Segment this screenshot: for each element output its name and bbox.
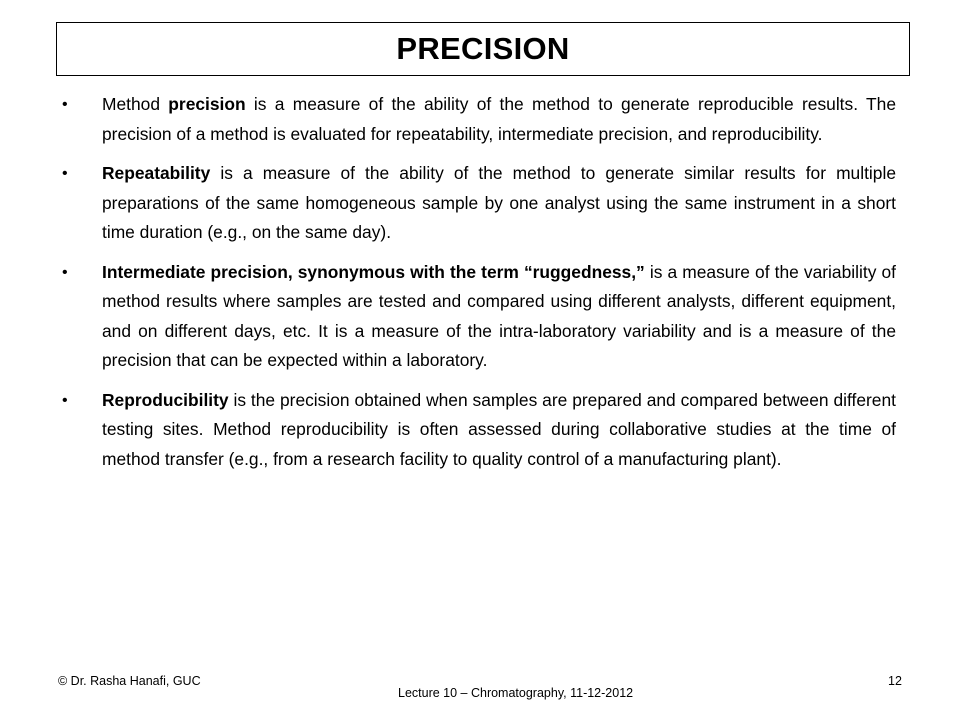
- bullet-item-precision: [62, 90, 896, 149]
- bullet-dot-icon: •: [62, 391, 68, 409]
- footer-page-number: 12: [888, 674, 902, 688]
- title-box: [56, 22, 910, 76]
- bullet-item-intermediate-precision: [62, 258, 896, 376]
- bullet-item-repeatability: [62, 159, 896, 248]
- bullet-dot-icon: •: [62, 263, 68, 281]
- bullet-text: is the precision obtained when samples are prepared and compared between different testing sites. Method reproducibility is often assessed during collaborative studies at the time of method transfer (e.g., from a research facility to quality control of a manufacturing plant).: [102, 389, 896, 469]
- bullet-text: is a measure of the ability of the method to generate reproducible results. The precision of a method is evaluated for repeatability, intermediate precision, and reproducibility.: [102, 94, 896, 144]
- footer-copyright: © Dr. Rasha Hanafi, GUC: [58, 674, 201, 688]
- bullet-text: is a measure of the variability of method results where samples are tested and compared using different analysts, different equipment, and on different days, etc. It is a measure of the intra-laboratory variability and is a measure of the precision that can be expected within a laboratory.: [102, 261, 896, 370]
- slide-title: PRECISION: [396, 31, 570, 66]
- bullet-list: [62, 90, 896, 484]
- bullet-keyword: precision: [168, 94, 246, 114]
- bullet-text: is a measure of the ability of the method to generate similar results for multiple preparations of the same homogeneous sample by one analyst using the same instrument in a short time duration (e.g., on the same day).: [102, 163, 896, 242]
- bullet-text: Method: [102, 94, 169, 114]
- footer-lecture: Lecture 10 – Chromatography, 11-12-2012: [398, 686, 634, 700]
- bullet-dot-icon: •: [62, 165, 68, 182]
- bullet-item-reproducibility: [62, 386, 896, 475]
- bullet-keyword: Intermediate precision, synonymous with the term “ruggedness,”: [102, 261, 645, 282]
- bullet-keyword: Reproducibility: [102, 389, 229, 410]
- bullet-keyword: Repeatability: [102, 163, 211, 183]
- bullet-dot-icon: •: [62, 96, 68, 113]
